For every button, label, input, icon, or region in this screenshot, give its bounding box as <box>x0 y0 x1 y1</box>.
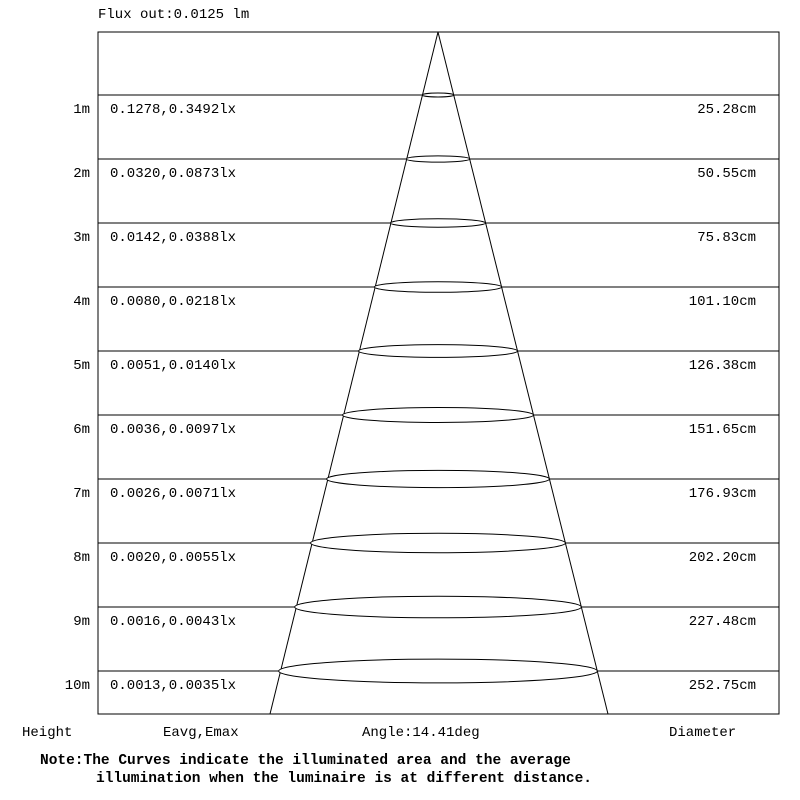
illuminance-value: 0.0020,0.0055lx <box>110 550 237 566</box>
height-label: 3m <box>73 230 90 246</box>
diameter-value: 202.20cm <box>688 550 756 566</box>
illuminance-value: 0.0013,0.0035lx <box>110 678 237 694</box>
note-text <box>40 752 780 788</box>
height-label: 9m <box>73 614 90 630</box>
illumination-ellipse <box>422 93 453 97</box>
illuminance-value: 0.0036,0.0097lx <box>110 422 237 438</box>
height-label: 1m <box>73 102 90 118</box>
illuminance-value: 0.0051,0.0140lx <box>110 358 237 374</box>
illumination-ellipse <box>279 659 598 683</box>
height-label: 8m <box>73 550 90 566</box>
illumination-ellipse <box>295 596 582 618</box>
diameter-value: 50.55cm <box>697 166 756 182</box>
illumination-ellipse <box>343 408 534 423</box>
illumination-ellipse <box>374 282 501 293</box>
illumination-ellipse <box>406 156 469 162</box>
diameter-value: 101.10cm <box>688 294 756 310</box>
diameter-value: 126.38cm <box>688 358 756 374</box>
illuminance-value: 0.0026,0.0071lx <box>110 486 237 502</box>
illuminance-value: 0.1278,0.3492lx <box>110 102 237 118</box>
illumination-ellipse <box>390 219 485 227</box>
note-line-2: illumination when the luminaire is at different distance. <box>96 771 592 787</box>
illuminance-value: 0.0080,0.0218lx <box>110 294 237 310</box>
diameter-value: 75.83cm <box>697 230 756 246</box>
diameter-label: Diameter <box>669 725 737 741</box>
height-axis-label: Height <box>22 725 73 741</box>
height-label: 2m <box>73 166 90 182</box>
diameter-value: 176.93cm <box>688 486 756 502</box>
diameter-value: 151.65cm <box>688 422 756 438</box>
illumination-ellipse <box>359 345 518 358</box>
height-label: 4m <box>73 294 90 310</box>
illumination-ellipse <box>327 470 550 487</box>
height-label: 10m <box>64 678 90 694</box>
note-lead: Note: <box>40 753 84 769</box>
diameter-value: 227.48cm <box>688 614 756 630</box>
height-label: 7m <box>73 486 90 502</box>
illumination-ellipse <box>311 533 566 552</box>
height-label: 6m <box>73 422 90 438</box>
angle-label: Angle:14.41deg <box>362 725 480 741</box>
illumination-ellipses <box>279 93 598 683</box>
height-label: 5m <box>73 358 90 374</box>
diameter-value: 25.28cm <box>697 102 756 118</box>
illuminance-value: 0.0142,0.0388lx <box>110 230 237 246</box>
flux-out-label: Flux out:0.0125 lm <box>98 7 250 23</box>
note-line-1: The Curves indicate the illuminated area and the average <box>83 753 571 769</box>
diameter-value: 252.75cm <box>688 678 756 694</box>
illuminance-value: 0.0016,0.0043lx <box>110 614 237 630</box>
illuminance-value: 0.0320,0.0873lx <box>110 166 237 182</box>
eavg-emax-label: Eavg,Emax <box>163 725 239 741</box>
